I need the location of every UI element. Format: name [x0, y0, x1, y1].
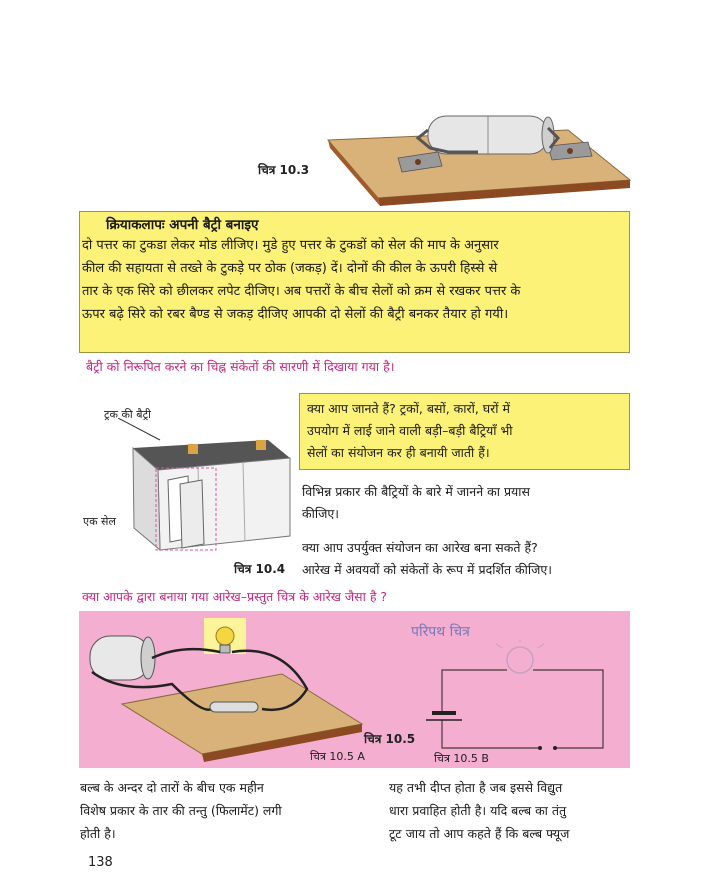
battery-symbol-note: बैट्री को निरूपित करने का चिह्न संकेतों की सारणी में दिखाया गया है।	[86, 359, 395, 374]
bottom-left-line: विशेष प्रकार के तार की तन्तु (फिलामेंट) लगी	[80, 803, 282, 818]
figure-10-5a-label: चित्र 10.5 A	[310, 750, 365, 763]
figure-10-5b-label: चित्र 10.5 B	[434, 752, 489, 765]
circuit-diagram	[410, 640, 610, 755]
figure-10-3-illustration	[318, 108, 633, 208]
activity-title: क्रियाकलापः अपनी बैट्री बनाइए	[106, 217, 259, 233]
side-text-line: कीजिए।	[302, 506, 340, 521]
did-you-know-line: उपयोग में लाई जाने वाली बड़ी–बड़ी बैट्रियाँ भी	[307, 423, 513, 438]
bottom-right-line: टूट जाय तो आप कहते हैं कि बल्ब फ्यूज	[389, 826, 570, 841]
bottom-left-line: होती है।	[80, 826, 116, 841]
bottom-left-line: बल्ब के अन्दर दो तारों के बीच एक महीन	[80, 780, 264, 795]
activity-line: तार के एक सिरे को छीलकर लपेट दीजिए। अब पत्तरों के बीच सेलों को क्रम से रखकर पत्तर के	[82, 284, 521, 299]
side-text-2	[302, 537, 552, 581]
bottom-left-text	[80, 776, 282, 845]
activity-line: दो पत्तर का टुकडा लेकर मोड लीजिए। मुडे हुए पत्तर के टुकडों को सेल की माप के अनुसार	[82, 238, 499, 253]
figure-10-5-label: चित्र 10.5	[364, 732, 416, 746]
comparison-question: क्या आपके द्वारा बनाया गया आरेख–प्रस्तुत चित्र के आरेख जैसा है ?	[82, 589, 388, 604]
activity-body	[82, 234, 626, 326]
side-text-line: क्या आप उपर्युक्त संयोजन का आरेख बना सकते हैं?	[302, 540, 538, 555]
did-you-know-text	[307, 398, 513, 464]
bottom-right-line: धारा प्रवाहित होती है। यदि बल्ब का तंतु	[389, 803, 567, 818]
did-you-know-line: क्या आप जानते हैं? ट्रकों, बसों, कारों, घरों में	[307, 401, 510, 416]
page-number: 138	[88, 855, 113, 870]
figure-10-5a-illustration	[82, 614, 382, 764]
side-text-line: आरेख में अवयवों को संकेतों के रूप में प्रदर्शित कीजिए।	[302, 562, 553, 577]
figure-10-4-illustration	[118, 418, 298, 558]
bottom-right-text	[389, 776, 569, 845]
side-text-line: विभिन्न प्रकार की बैट्रियों के बारे में जानने का प्रयास	[302, 484, 530, 499]
bottom-right-line: यह तभी दीप्त होता है जब इससे विद्युत	[389, 780, 563, 795]
cell-label: एक सेल	[83, 515, 116, 528]
did-you-know-line: सेलों का संयोजन कर ही बनायी जाती हैं।	[307, 445, 490, 460]
activity-line: ऊपर बढ़े सिरे को रबर बैण्ड से जकड़ दीजिए आपकी दो सेलों की बैट्री बनकर तैयार हो गयी।	[82, 307, 509, 322]
truck-battery-label: ट्रक की बैट्री	[104, 408, 151, 421]
side-text-1	[302, 481, 530, 525]
figure-10-3-label: चित्र 10.3	[258, 163, 310, 177]
activity-line: कील की सहायता से तख्ते के टुकड़े पर ठोक (जकड़) दें। दोनों की कील के ऊपरी हिस्से से	[82, 261, 498, 276]
figure-10-4-label: चित्र 10.4	[234, 562, 286, 576]
circuit-title: परिपथ चित्र	[411, 624, 470, 640]
